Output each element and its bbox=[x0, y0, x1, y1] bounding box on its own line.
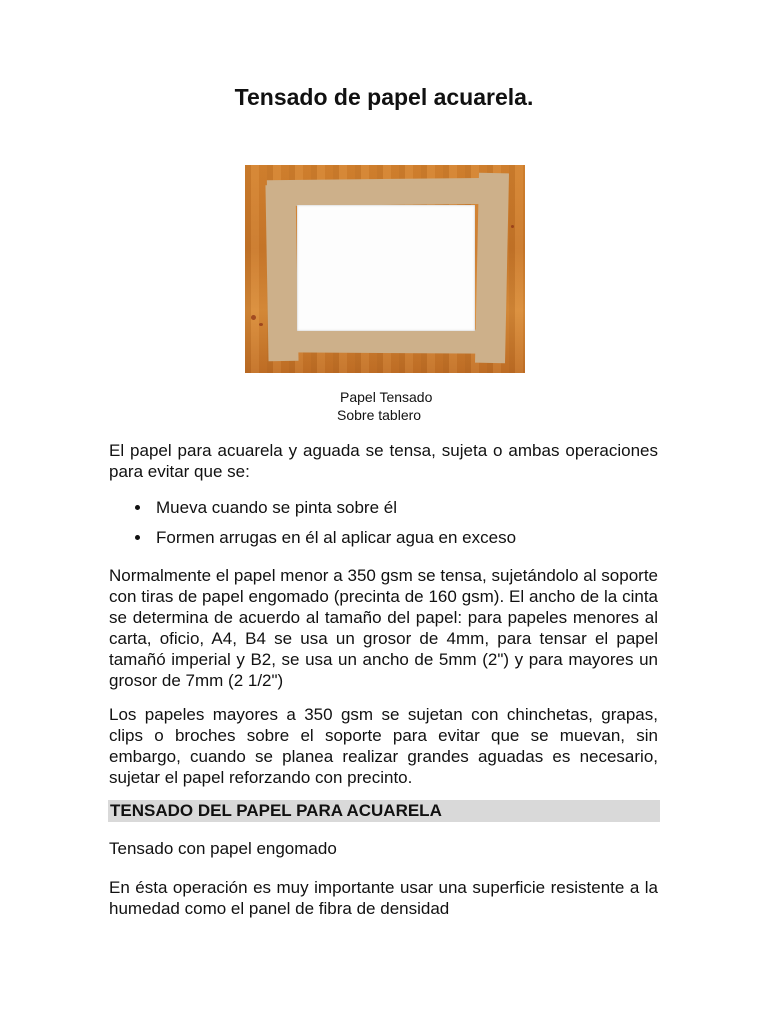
subheading: Tensado con papel engomado bbox=[109, 839, 337, 858]
list-item bbox=[109, 497, 658, 518]
document-title: Tensado de papel acuarela. bbox=[234, 84, 534, 110]
list-item-text: Formen arrugas en él al aplicar agua en exceso bbox=[156, 528, 517, 547]
tape-strip-right bbox=[475, 173, 509, 364]
paint-speck bbox=[259, 323, 263, 326]
paint-speck bbox=[251, 315, 256, 320]
tape-strip-bottom bbox=[271, 328, 503, 354]
intro-paragraph: El papel para acuarela y aguada se tensa, sujeta o ambas operaciones para evitar que se: bbox=[109, 441, 658, 481]
bullet-list bbox=[109, 497, 658, 557]
paint-speck bbox=[511, 225, 514, 228]
bullet-icon bbox=[135, 535, 140, 540]
tape-strip-top bbox=[267, 178, 505, 206]
paragraph-1: Normalmente el papel menor a 350 gsm se tensa, sujetándolo al soporte con tiras de papel engomado (precinta de 160 gsm). El ancho de la cinta se determina de acuerdo al tamaño del papel: para papeles menores al carta, oficio, A4, B4 se usa un grosor de 4mm, para tensar el papel tamañó imperial y B2, se usa un ancho de 5mm (2") y para mayores un grosor de 7mm (2 1/2") bbox=[109, 566, 658, 690]
list-item-text: Mueva cuando se pinta sobre él bbox=[156, 498, 397, 517]
bullet-icon bbox=[135, 505, 140, 510]
caption-line-2: Sobre tablero bbox=[337, 407, 422, 423]
paragraph-3: En ésta operación es muy importante usar una superficie resistente a la humedad como el panel de fibra de densidad bbox=[109, 878, 658, 918]
list-item bbox=[109, 527, 658, 548]
stretched-paper-photo bbox=[245, 165, 525, 373]
caption-line-1: Papel Tensado bbox=[340, 389, 433, 405]
figure-caption bbox=[320, 388, 460, 424]
watercolor-paper-sheet bbox=[297, 205, 475, 331]
tape-strip-left bbox=[265, 185, 298, 361]
section-heading: TENSADO DEL PAPEL PARA ACUARELA bbox=[108, 800, 660, 822]
paragraph-2: Los papeles mayores a 350 gsm se sujetan con chinchetas, grapas, clips o broches sobre el soporte para evitar que se muevan, sin embargo, cuando se planea realizar grandes aguadas es necesario, sujetar el papel reforzando con precinto. bbox=[109, 705, 658, 787]
